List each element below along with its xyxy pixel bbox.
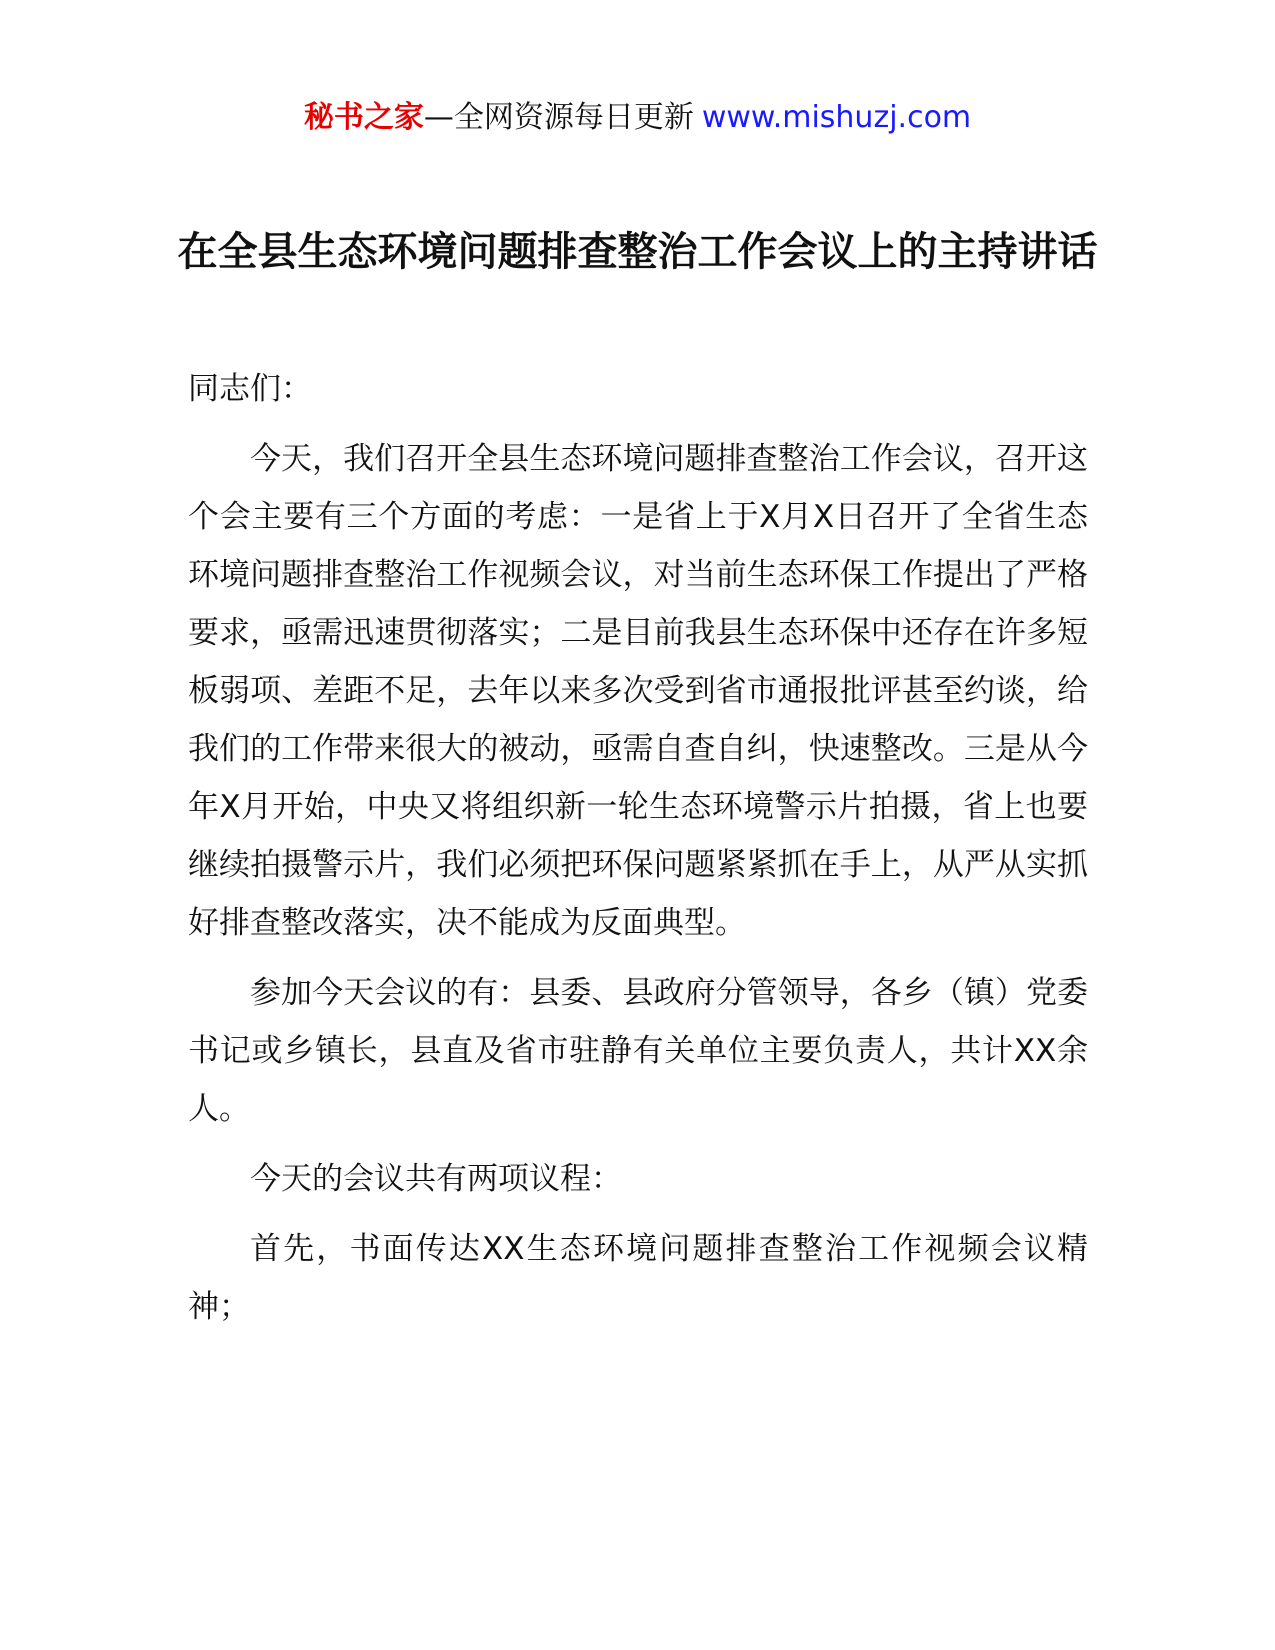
site-header	[0, 98, 1275, 138]
salutation: 同志们：	[188, 371, 312, 407]
paragraph-intro: 今天，我们召开全县生态环境问题排查整治工作会议，召开这个会主要有三个方面的考虑：一是省上于X月X日召开了全省生态环境问题排查整治工作视频会议，对当前生态环保工作提出了严格要求，亟需迅速贯彻落实；二是目前我县生态环保中还存在许多短板弱项、差距不足，去年以来多次受到省市通报批评甚至约谈，给我们的工作带来很大的被动，亟需自查自纠，快速整改。三是从今年X月开始，中央又将组织新一轮生态环境警示片拍摄，省上也要继续拍摄警示片，我们必须把环保问题紧紧抓在手上，从严从实抓好排查整改落实，决不能成为反面典型。	[188, 441, 1088, 941]
document-body	[188, 360, 1088, 1348]
paragraph-attendees: 参加今天会议的有：县委、县政府分管领导，各乡（镇）党委书记或乡镇长，县直及省市驻静有关单位主要负责人，共计XX余人。	[188, 975, 1088, 1127]
site-url-link[interactable]: www.mishuzj.com	[701, 100, 972, 135]
site-name: 秘书之家	[303, 100, 424, 135]
paragraph-agenda-item-1: 首先，书面传达XX生态环境问题排查整治工作视频会议精神；	[188, 1231, 1088, 1325]
site-tagline: —全网资源每日更新	[423, 100, 694, 135]
paragraph-agenda: 今天的会议共有两项议程：	[250, 1161, 622, 1197]
document-title: 在全县生态环境问题排查整治工作会议上的主持讲话	[177, 229, 1098, 275]
